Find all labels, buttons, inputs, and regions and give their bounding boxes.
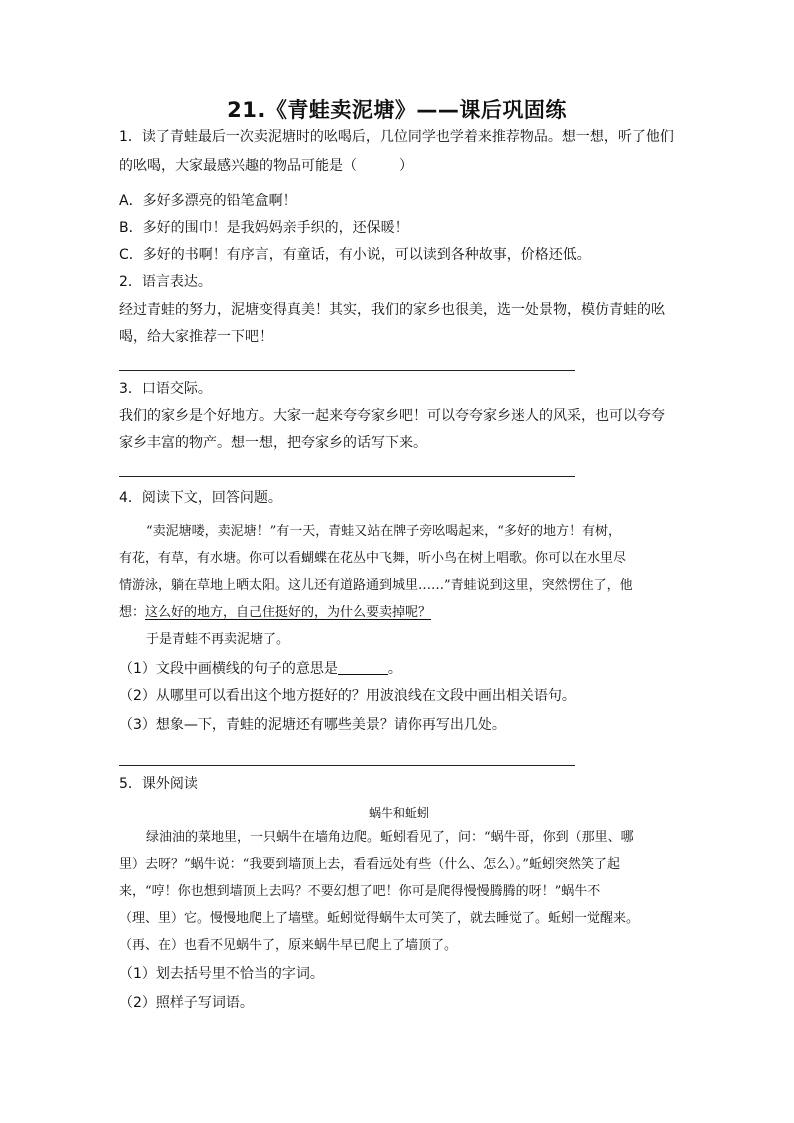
q3-line2: 家乡丰富的物产。想一想，把夸家乡的话写下来。 xyxy=(119,435,427,451)
page-title: 21.《青蛙卖泥塘》——课后巩固练 xyxy=(227,98,567,122)
q1-stem-line1: 1．读了青蛙最后一次卖泥塘时的吆喝后，几位同学也学着来推荐物品。想一想，听了他们 xyxy=(119,129,674,145)
q4-passage-line3: 情游泳，躺在草地上晒太阳。这儿还有道路通到城里……”青蛙说到这里，突然愣住了，他 xyxy=(119,578,633,593)
q5-story-line3: 来，“哼！你也想到墙顶上去吗？不要幻想了吧！你可是爬得慢慢腾腾的呀！”蜗牛不 xyxy=(119,884,601,899)
q4-sub3: （3）想象—下，青蛙的泥塘还有哪些美景？请你再写出几处。 xyxy=(119,717,506,733)
q5-sub2: （2）照样子写词语。 xyxy=(119,995,254,1011)
q4-passage-line1: “卖泥塘喽，卖泥塘！”有一天，青蛙又站在牌子旁吆喝起来，“多好的地方！有树， xyxy=(146,524,621,539)
q5-heading: 5．课外阅读 xyxy=(119,776,198,792)
q1-option-c: C．多好的书啊！有序言，有童话，有小说，可以读到各种故事，价格还低。 xyxy=(119,247,591,263)
q4-sub1-blank[interactable] xyxy=(338,660,388,675)
q3-line1: 我们的家乡是个好地方。大家一起来夸夸家乡吧！可以夸夸家乡迷人的风采，也可以夸夸 xyxy=(119,408,665,424)
q2-line1: 经过青蛙的努力，泥塘变得真美！其实，我们的家乡也很美，选一处景物，模仿青蛙的吆 xyxy=(119,302,665,318)
q4-sub1 xyxy=(119,659,679,679)
q1-stem-line2: 的吆喝，大家最感兴趣的物品可能是（ ） xyxy=(119,158,413,174)
q1-option-a: A．多好多漂亮的铅笔盒啊！ xyxy=(119,193,297,209)
q4-underlined-sentence: 这么好的地方，自己住挺好的，为什么要卖掉呢？ xyxy=(145,605,432,620)
q3-heading: 3．口语交际。 xyxy=(119,381,212,397)
q5-story-line1: 绿油油的菜地里，一只蜗牛在墙角边爬。蚯蚓看见了，问：“蜗牛哥，你到（那里、哪 xyxy=(146,830,634,845)
q3-answer-line[interactable] xyxy=(119,476,575,477)
q4-answer-line[interactable] xyxy=(119,765,575,766)
q4-passage-prefix: 想： xyxy=(119,605,146,620)
q4-sub1-end: 。 xyxy=(387,661,402,677)
q5-story-line4: （理、里）它。慢慢地爬上了墙壁。蚯蚓觉得蜗牛太可笑了，就去睡觉了。蚯蚓一觉醒来。 xyxy=(119,911,640,926)
q4-sub2: （2）从哪里可以看出这个地方挺好的？用波浪线在文段中画出相关语句。 xyxy=(119,688,576,704)
q4-passage-line5: 于是青蛙不再卖泥塘了。 xyxy=(146,632,290,647)
q4-passage-line4 xyxy=(119,603,679,623)
q5-sub1: （1）划去括号里不恰当的字词。 xyxy=(119,966,324,982)
q1-option-b: B．多好的围巾！是我妈妈亲手织的，还保暖！ xyxy=(119,220,409,236)
q4-passage-line2: 有花，有草，有水塘。你可以看蝴蝶在花丛中飞舞，听小鸟在树上唱歌。你可以在水里尽 xyxy=(119,551,627,566)
q4-heading: 4．阅读下文，回答问题。 xyxy=(119,490,282,506)
q4-sub1-text: （1）文段中画横线的句子的意思是 xyxy=(119,661,338,677)
q5-story-line2: 里）去呀？”蜗牛说：“我要到墙顶上去，看看远处有些（什么、怎么）。”蚯蚓突然笑了起 xyxy=(119,857,620,872)
q5-story-title: 蜗牛和蚯蚓 xyxy=(368,806,429,820)
q2-line2: 喝，给大家推荐一下吧！ xyxy=(119,329,273,345)
q2-heading: 2．语言表达。 xyxy=(119,274,212,290)
q5-story-line5: （再、在）也看不见蜗牛了，原来蜗牛早已爬上了墙顶了。 xyxy=(119,938,458,953)
q2-answer-line[interactable] xyxy=(119,370,575,371)
